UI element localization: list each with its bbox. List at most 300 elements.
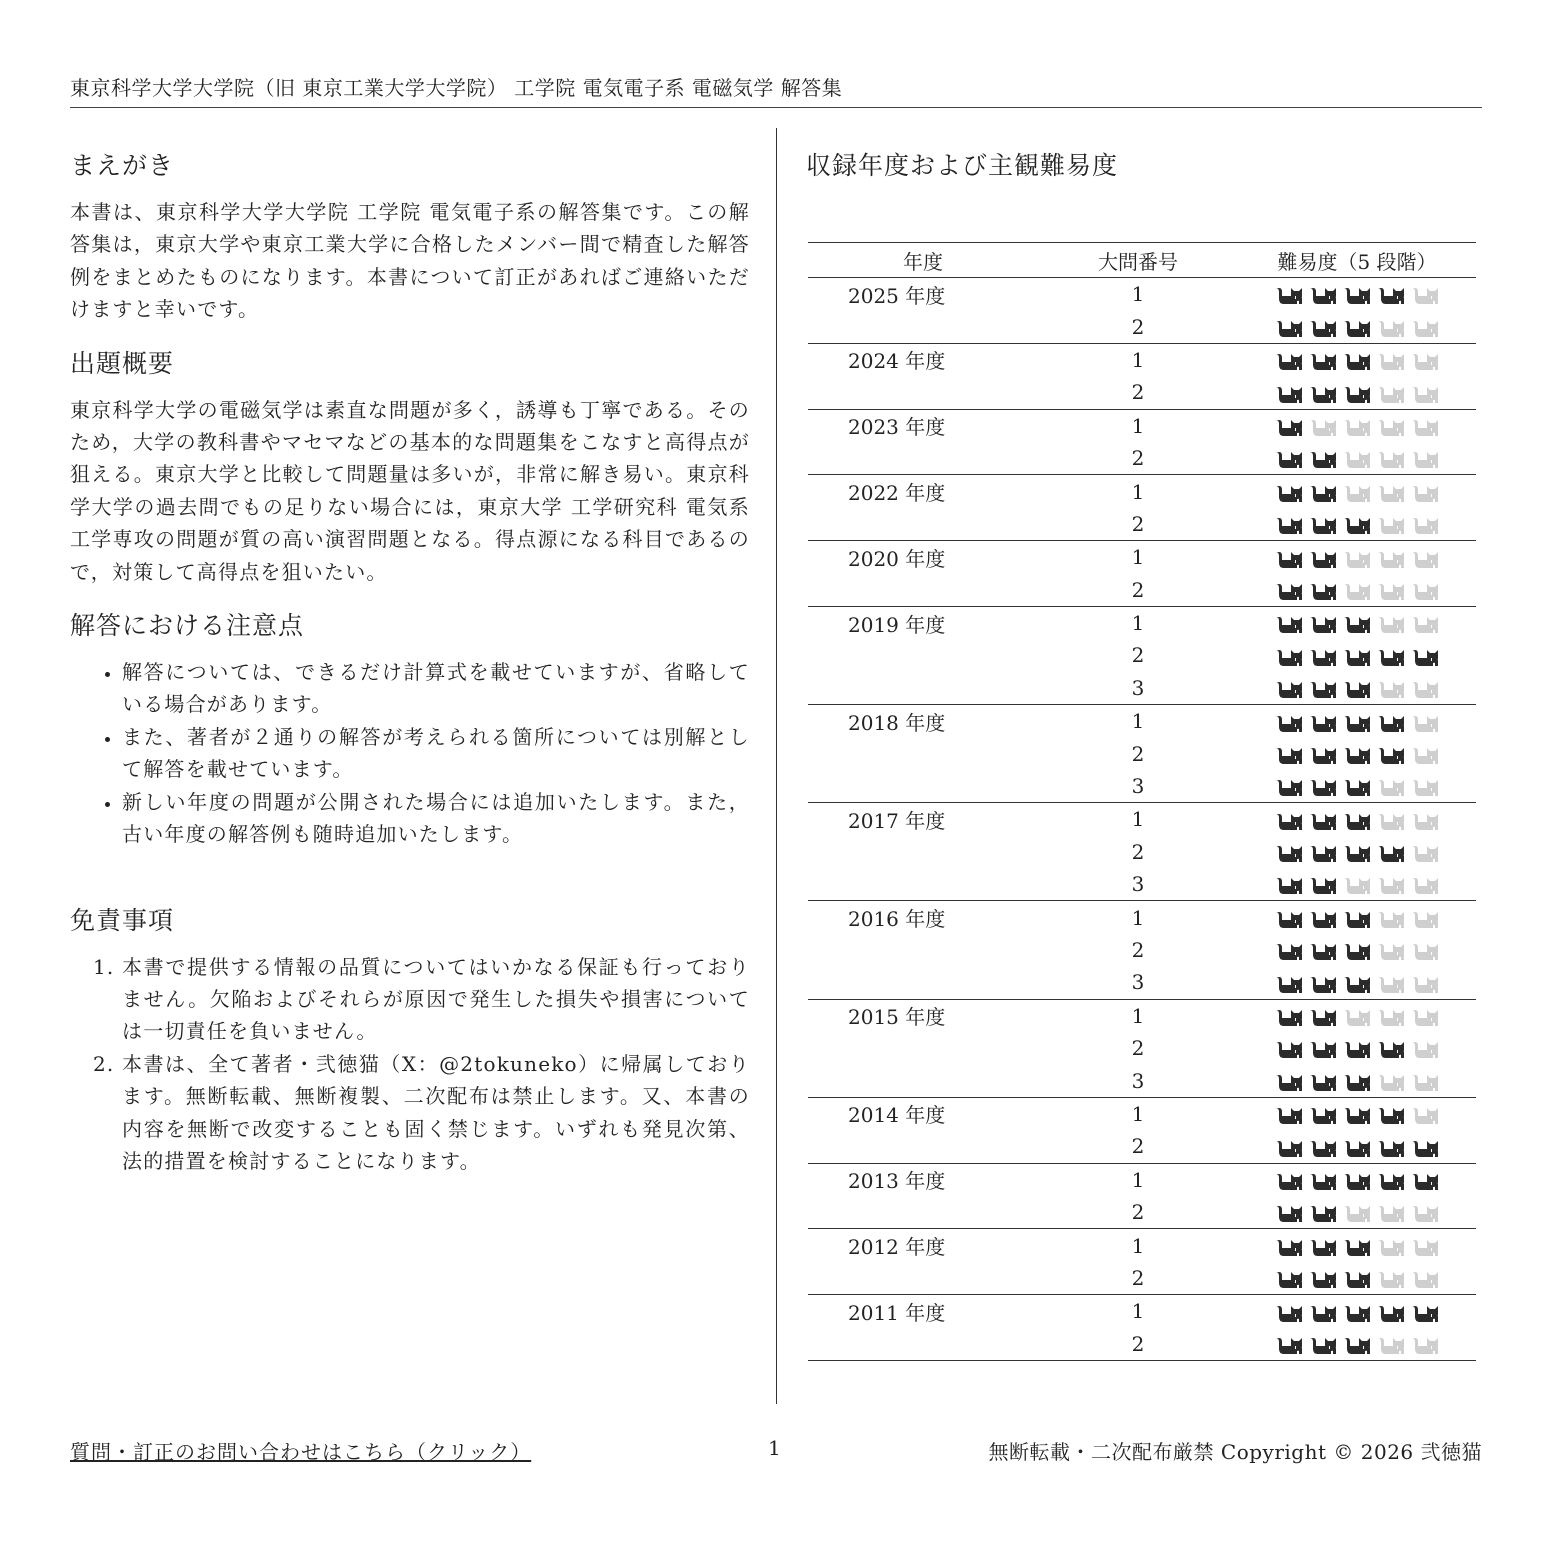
difficulty-rating [1238, 606, 1476, 639]
question-number-cell: 1 [1131, 807, 1145, 832]
cat-icon-empty [1411, 284, 1440, 306]
cat-icon-filled [1377, 1170, 1406, 1192]
question-number-cell: 1 [1131, 347, 1145, 372]
table-row [808, 409, 1476, 442]
difficulty-rating [1238, 409, 1476, 442]
cat-icon-empty [1411, 548, 1440, 570]
cat-icon-filled [1275, 317, 1304, 339]
cat-icon-filled [1309, 842, 1338, 864]
cat-icon-empty [1411, 350, 1440, 372]
cat-icon-filled [1309, 973, 1338, 995]
year-cell [808, 1196, 1038, 1229]
table-row [808, 574, 1476, 607]
cat-icon-filled [1275, 1104, 1304, 1126]
cat-icon-filled [1275, 646, 1304, 668]
question-number-cell: 2 [1131, 938, 1145, 962]
difficulty-rating [1238, 376, 1476, 409]
difficulty-rating [1238, 442, 1476, 475]
cat-icon-filled [1309, 482, 1338, 504]
difficulty-rating [1238, 310, 1476, 343]
cat-icon-empty [1377, 1268, 1406, 1290]
cat-icon-empty [1411, 1236, 1440, 1258]
cat-icon-filled [1309, 1104, 1338, 1126]
disclaimer-heading: 免責事項 [70, 905, 175, 935]
cat-icon-filled [1275, 514, 1304, 536]
cat-icon-empty [1377, 317, 1406, 339]
cat-icon-filled [1309, 908, 1338, 930]
year-cell [808, 508, 1038, 541]
cat-icon-filled [1309, 284, 1338, 306]
preface-heading: まえがき [70, 151, 175, 180]
table-row [808, 1064, 1476, 1097]
cat-icon-filled [1275, 448, 1304, 470]
cat-icon-filled [1377, 646, 1406, 668]
difficulty-rating [1238, 836, 1476, 868]
cat-icon-filled [1275, 776, 1304, 798]
question-number-cell: 1 [1131, 413, 1145, 438]
cat-icon-filled [1275, 1137, 1304, 1159]
col-header-year: 年度 [808, 243, 1038, 278]
year-cell [808, 737, 1038, 769]
year-cell: 2015 年度 [848, 1005, 946, 1030]
cat-icon-empty [1411, 908, 1440, 930]
cat-icon-filled [1411, 1302, 1440, 1324]
difficulty-rating [1238, 934, 1476, 966]
year-cell [808, 672, 1038, 705]
cat-icon-filled [1343, 776, 1372, 798]
notes-item: • 解答については、できるだけ計算式を載せていますが、省略している場合があります。 [122, 656, 750, 721]
col-header-difficulty: 難易度（5 段階） [1238, 243, 1476, 278]
cat-icon-filled [1275, 1302, 1304, 1324]
table-row [808, 999, 1476, 1032]
question-number-cell: 2 [1038, 1130, 1238, 1163]
table-row [808, 310, 1476, 343]
cat-icon-filled [1377, 1302, 1406, 1324]
difficulty-rating [1238, 278, 1476, 311]
year-cell: 2025 年度 [848, 283, 946, 308]
difficulty-rating [1238, 901, 1476, 934]
cat-icon-filled [1275, 383, 1304, 405]
cat-icon-empty [1343, 548, 1372, 570]
cat-icon-empty [1377, 1006, 1406, 1028]
question-number-cell: 3 [1038, 770, 1238, 803]
cat-icon-filled [1309, 810, 1338, 832]
cat-icon-filled [1343, 1302, 1372, 1324]
cat-icon-empty [1411, 1268, 1440, 1290]
table-body [808, 278, 1476, 1361]
table-row [808, 836, 1476, 868]
year-cell [808, 310, 1038, 343]
table-row [808, 1328, 1476, 1361]
question-number-cell: 1 [1131, 479, 1145, 504]
question-number-cell: 2 [1131, 643, 1145, 668]
cat-icon-empty [1377, 1202, 1406, 1224]
question-number-cell: 1 [1131, 282, 1145, 307]
difficulty-rating [1238, 574, 1476, 607]
cat-icon-empty [1343, 874, 1372, 896]
cat-icon-filled [1377, 712, 1406, 734]
cat-icon-empty [1411, 810, 1440, 832]
table-row [808, 868, 1476, 901]
table-row [808, 442, 1476, 475]
cat-icon-filled [1343, 1334, 1372, 1356]
question-number-cell: 2 [1131, 839, 1145, 864]
cat-icon-filled [1275, 810, 1304, 832]
year-cell: 2013 年度 [848, 1169, 946, 1194]
difficulty-rating [1238, 1064, 1476, 1097]
cat-icon-empty [1377, 482, 1406, 504]
cat-icon-empty [1343, 1006, 1372, 1028]
table-row [808, 705, 1476, 738]
question-number-cell: 2 [1038, 442, 1238, 475]
cat-icon-empty [1411, 416, 1440, 438]
year-cell [808, 574, 1038, 607]
difficulty-rating [1238, 1097, 1476, 1130]
cat-icon-filled [1377, 1137, 1406, 1159]
cat-icon-filled [1343, 514, 1372, 536]
cat-icon-filled [1343, 1104, 1372, 1126]
cat-icon-filled [1343, 1170, 1372, 1192]
preface-body: 本書は、東京科学大学大学院 工学院 電気電子系の解答集です。この解答集は，東京大学や東京工業大学に合格したメンバー間で精査した解答例をまとめたものになります。本書について訂正があればご連絡いただけますと幸いです。 [70, 200, 750, 322]
cat-icon-empty [1377, 613, 1406, 635]
cat-icon-empty [1377, 1071, 1406, 1093]
cat-icon-filled [1275, 482, 1304, 504]
cat-icon-filled [1309, 1006, 1338, 1028]
notes-item: • 新しい年度の問題が公開された場合には追加いたします。また，古い年度の解答例も随時追加いたします。 [122, 786, 750, 851]
cat-icon-filled [1275, 548, 1304, 570]
cat-icon-empty [1343, 482, 1372, 504]
overview-heading: 出題概要 [70, 348, 175, 378]
year-cell [808, 1328, 1038, 1361]
disclaimer-item: 1. 本書で提供する情報の品質についてはいかなる保証も行っておりません。欠陥およびそれらが原因で発生した損失や損害については一切責任を負いません。 [122, 951, 750, 1048]
cat-icon-filled [1309, 1137, 1338, 1159]
difficulty-heading: 収録年度および主観難易度 [806, 151, 1119, 180]
table-row [808, 803, 1476, 836]
difficulty-rating [1238, 541, 1476, 574]
cat-icon-empty [1411, 1104, 1440, 1126]
notes-item: • また、著者が２通りの解答が考えられる箇所については別解として解答を載せています。 [122, 721, 750, 786]
page-header: 東京科学大学大学院（旧 東京工業大学大学院） 工学院 電気電子系 電磁気学 解答集 [70, 72, 1482, 108]
question-number-cell: 1 [1131, 1167, 1145, 1192]
year-cell: 2022 年度 [848, 481, 946, 506]
cat-icon-filled [1309, 1202, 1338, 1224]
cat-icon-filled [1275, 874, 1304, 896]
question-number-cell: 2 [1038, 1262, 1238, 1295]
table-row [808, 376, 1476, 409]
cat-icon-empty [1377, 1236, 1406, 1258]
cat-icon-empty [1343, 448, 1372, 470]
difficulty-rating [1238, 868, 1476, 901]
right-column [806, 146, 1478, 1356]
cat-icon-filled [1309, 548, 1338, 570]
cat-icon-filled [1309, 1302, 1338, 1324]
year-cell: 2014 年度 [848, 1103, 946, 1128]
year-cell [808, 868, 1038, 901]
difficulty-rating [1238, 1196, 1476, 1229]
difficulty-rating [1238, 737, 1476, 769]
copyright-notice: 無断転載・二次配布厳禁 Copyright © 2026 弐徳猫 [988, 1440, 1482, 1464]
cat-icon-filled [1275, 908, 1304, 930]
table-row [808, 1097, 1476, 1130]
difficulty-rating [1238, 966, 1476, 999]
difficulty-rating [1238, 803, 1476, 836]
cat-icon-filled [1343, 908, 1372, 930]
cat-icon-filled [1309, 646, 1338, 668]
question-number-cell: 2 [1038, 1328, 1238, 1361]
difficulty-rating [1238, 1130, 1476, 1163]
cat-icon-filled [1377, 842, 1406, 864]
cat-icon-filled [1275, 1268, 1304, 1290]
cat-icon-filled [1275, 712, 1304, 734]
table-row [808, 737, 1476, 769]
question-number-cell: 1 [1131, 709, 1145, 734]
table-row [808, 901, 1476, 934]
cat-icon-filled [1309, 874, 1338, 896]
cat-icon-filled [1309, 1268, 1338, 1290]
table-row [808, 1032, 1476, 1064]
year-cell: 2024 年度 [848, 349, 946, 374]
cat-icon-filled [1343, 973, 1372, 995]
cat-icon-filled [1309, 1334, 1338, 1356]
cat-icon-filled [1275, 1236, 1304, 1258]
year-cell [808, 1064, 1038, 1097]
table-row [808, 639, 1476, 671]
cat-icon-filled [1275, 613, 1304, 635]
cat-icon-empty [1411, 580, 1440, 602]
question-number-cell: 1 [1131, 1101, 1145, 1126]
cat-icon-empty [1377, 416, 1406, 438]
cat-icon-filled [1275, 678, 1304, 700]
cat-icon-empty [1377, 448, 1406, 470]
cat-icon-filled [1309, 350, 1338, 372]
cat-icon-empty [1411, 448, 1440, 470]
cat-icon-filled [1343, 842, 1372, 864]
question-number-cell: 2 [1038, 376, 1238, 409]
question-number-cell: 3 [1038, 966, 1238, 999]
cat-icon-filled [1309, 712, 1338, 734]
table-row [808, 541, 1476, 574]
year-cell [808, 836, 1038, 868]
cat-icon-filled [1275, 350, 1304, 372]
question-number-cell: 2 [1131, 1036, 1145, 1061]
question-number-cell: 3 [1038, 672, 1238, 705]
cat-icon-empty [1377, 678, 1406, 700]
question-number-cell: 1 [1131, 1233, 1145, 1258]
year-cell [808, 442, 1038, 475]
year-cell: 2017 年度 [848, 808, 946, 833]
cat-icon-empty [1411, 776, 1440, 798]
cat-icon-filled [1275, 416, 1304, 438]
cat-icon-filled [1343, 712, 1372, 734]
table-row [808, 1262, 1476, 1295]
difficulty-rating [1238, 1032, 1476, 1064]
col-header-question: 大問番号 [1038, 243, 1238, 278]
cat-icon-empty [1411, 940, 1440, 962]
cat-icon-filled [1275, 973, 1304, 995]
cat-icon-filled [1309, 383, 1338, 405]
table-row [808, 1163, 1476, 1196]
cat-icon-filled [1309, 514, 1338, 536]
question-number-cell: 2 [1131, 741, 1145, 766]
table-row [808, 1295, 1476, 1328]
cat-icon-filled [1343, 317, 1372, 339]
year-cell: 2016 年度 [848, 907, 946, 932]
cat-icon-filled [1411, 646, 1440, 668]
table-row [808, 606, 1476, 639]
cat-icon-empty [1377, 514, 1406, 536]
cat-icon-filled [1377, 1104, 1406, 1126]
table-row [808, 934, 1476, 966]
cat-icon-filled [1275, 1038, 1304, 1060]
difficulty-rating [1238, 1295, 1476, 1328]
disclaimer-list [70, 951, 750, 1178]
cat-icon-filled [1411, 1170, 1440, 1192]
table-row [808, 508, 1476, 541]
year-cell: 2012 年度 [848, 1235, 946, 1260]
notes-heading: 解答における注意点 [70, 611, 305, 641]
cat-icon-empty [1411, 1334, 1440, 1356]
question-number-cell: 2 [1038, 508, 1238, 541]
year-cell: 2023 年度 [848, 415, 946, 440]
cat-icon-empty [1343, 1202, 1372, 1224]
cat-icon-filled [1343, 1236, 1372, 1258]
cat-icon-empty [1411, 842, 1440, 864]
overview-body: 東京科学大学の電磁気学は素直な問題が多く，誘導も丁寧である。そのため，大学の教科書やマセマなどの基本的な問題集をこなすと高得点が狙える。東京大学と比較して問題量は多いが，非常に解き易い。東京科学大学の過去問でもの足りない場合には，東京大学 工学研究科 電気系工学専攻の問題が質の高い演習問題となる。得点源になる科目であるので，対策して高得点を狙いたい。 [70, 397, 750, 584]
cat-icon-empty [1377, 776, 1406, 798]
cat-icon-filled [1309, 448, 1338, 470]
question-number-cell: 1 [1131, 611, 1145, 636]
table-row [808, 278, 1476, 311]
year-cell [808, 1130, 1038, 1163]
year-cell [808, 770, 1038, 803]
difficulty-rating [1238, 508, 1476, 541]
table-row [808, 1229, 1476, 1262]
cat-icon-empty [1377, 350, 1406, 372]
year-cell [808, 966, 1038, 999]
year-cell: 2019 年度 [848, 612, 946, 637]
difficulty-rating [1238, 1262, 1476, 1295]
difficulty-rating [1238, 705, 1476, 738]
cat-icon-filled [1309, 678, 1338, 700]
cat-icon-empty [1377, 940, 1406, 962]
cat-icon-filled [1309, 1038, 1338, 1060]
difficulty-rating [1238, 1328, 1476, 1361]
contact-link[interactable]: 質問・訂正のお問い合わせはこちら（クリック） [70, 1440, 532, 1464]
cat-icon-empty [1343, 580, 1372, 602]
cat-icon-filled [1411, 1137, 1440, 1159]
question-number-cell: 1 [1131, 1299, 1145, 1324]
table-row [808, 1130, 1476, 1163]
cat-icon-empty [1411, 613, 1440, 635]
question-number-cell: 1 [1131, 905, 1145, 930]
cat-icon-filled [1275, 940, 1304, 962]
cat-icon-filled [1343, 350, 1372, 372]
cat-icon-empty [1411, 482, 1440, 504]
cat-icon-filled [1343, 678, 1372, 700]
cat-icon-filled [1343, 810, 1372, 832]
table-row [808, 475, 1476, 508]
cat-icon-filled [1275, 1334, 1304, 1356]
cat-icon-empty [1377, 810, 1406, 832]
cat-icon-filled [1343, 744, 1372, 766]
year-cell: 2020 年度 [848, 546, 946, 571]
cat-icon-filled [1309, 940, 1338, 962]
cat-icon-filled [1275, 1202, 1304, 1224]
cat-icon-empty [1343, 416, 1372, 438]
cat-icon-empty [1411, 1071, 1440, 1093]
cat-icon-filled [1343, 284, 1372, 306]
left-column [70, 146, 750, 1205]
cat-icon-filled [1343, 940, 1372, 962]
question-number-cell: 2 [1038, 574, 1238, 607]
cat-icon-filled [1343, 1268, 1372, 1290]
cat-icon-empty [1411, 1006, 1440, 1028]
cat-icon-filled [1275, 1170, 1304, 1192]
cat-icon-filled [1309, 317, 1338, 339]
table-row [808, 672, 1476, 705]
table-row [808, 1196, 1476, 1229]
cat-icon-filled [1275, 842, 1304, 864]
cat-icon-filled [1309, 1170, 1338, 1192]
cat-icon-filled [1275, 284, 1304, 306]
cat-icon-filled [1309, 613, 1338, 635]
column-divider [776, 128, 777, 1404]
disclaimer-item: 2. 本書は、全て著者・弐徳猫（X：@2tokuneko）に帰属しております。無断転載、無断複製、二次配布は禁止します。又、本書の内容を無断で改変することも固く禁じます。いずれも発見次第、法的措置を検討することになります。 [122, 1048, 750, 1178]
cat-icon-filled [1275, 580, 1304, 602]
cat-icon-filled [1309, 1236, 1338, 1258]
question-number-cell: 3 [1038, 868, 1238, 901]
cat-icon-filled [1377, 744, 1406, 766]
cat-icon-empty [1411, 317, 1440, 339]
question-number-cell: 2 [1038, 310, 1238, 343]
cat-icon-filled [1343, 1071, 1372, 1093]
cat-icon-empty [1377, 1334, 1406, 1356]
table-row [808, 343, 1476, 376]
difficulty-rating [1238, 1163, 1476, 1196]
year-cell: 2011 年度 [848, 1300, 946, 1325]
year-cell [808, 934, 1038, 966]
cat-icon-filled [1309, 776, 1338, 798]
year-cell [808, 1262, 1038, 1295]
cat-icon-filled [1377, 284, 1406, 306]
difficulty-table [808, 242, 1476, 1361]
year-cell [808, 1032, 1038, 1064]
cat-icon-empty [1411, 744, 1440, 766]
cat-icon-empty [1309, 416, 1338, 438]
page-number: 1 [768, 1436, 781, 1460]
cat-icon-filled [1343, 383, 1372, 405]
year-cell: 2018 年度 [848, 710, 946, 735]
table-header-row [808, 243, 1476, 278]
table-row [808, 770, 1476, 803]
question-number-cell: 2 [1038, 1196, 1238, 1229]
notes-list [70, 656, 750, 850]
cat-icon-empty [1411, 383, 1440, 405]
cat-icon-empty [1411, 1202, 1440, 1224]
difficulty-rating [1238, 343, 1476, 376]
question-number-cell: 1 [1131, 545, 1145, 570]
question-number-cell: 3 [1038, 1064, 1238, 1097]
cat-icon-filled [1275, 744, 1304, 766]
cat-icon-empty [1411, 514, 1440, 536]
table-row [808, 966, 1476, 999]
difficulty-rating [1238, 1229, 1476, 1262]
year-cell [808, 376, 1038, 409]
cat-icon-filled [1377, 1038, 1406, 1060]
cat-icon-empty [1411, 678, 1440, 700]
question-number-cell: 1 [1131, 1003, 1145, 1028]
difficulty-rating [1238, 672, 1476, 705]
